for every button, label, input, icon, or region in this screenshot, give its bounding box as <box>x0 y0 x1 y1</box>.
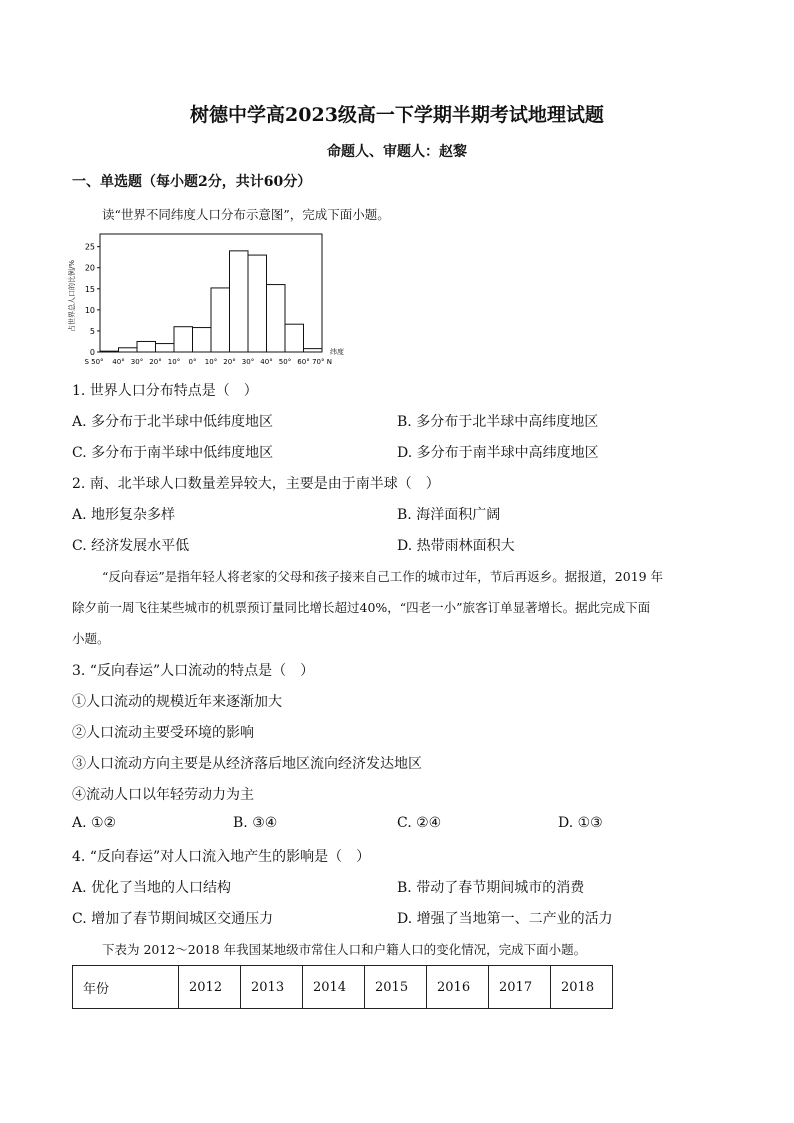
year-cell: 2012 <box>179 966 241 1009</box>
population-table <box>72 965 613 1009</box>
authors-line: 命题人、审题人：赵黎 <box>327 144 467 160</box>
question-4-option-a: A. 优化了当地的人口结构 <box>72 880 232 896</box>
question-3-statement-2: ②人口流动主要受环境的影响 <box>72 725 254 741</box>
chart-bar <box>119 348 138 352</box>
page-title: 树德中学高2023级高一下学期半期考试地理试题 <box>190 104 604 126</box>
chart-x-tick-label: 10° <box>204 358 218 366</box>
chart-x-tick-label: 40° <box>112 358 125 366</box>
chart-bar <box>230 251 249 352</box>
question-1-option-d: D. 多分布于南半球中高纬度地区 <box>397 445 599 461</box>
question-3-option-d: D. ①③ <box>558 815 603 831</box>
chart-bar <box>193 328 212 352</box>
question-2-option-a: A. 地形复杂多样 <box>72 507 176 523</box>
question-4-stem: 4. “反向春运”对人口流入地产生的影响是（ ） <box>72 849 371 865</box>
question-3-option-a: A. ①② <box>72 815 117 831</box>
chart-bar <box>211 288 230 352</box>
chart-y-tick-label: 25 <box>84 242 95 252</box>
table-header-cell: 年份 <box>73 966 179 1009</box>
chart-y-tick-label: 10 <box>84 305 95 315</box>
question-3-statement-4: ④流动人口以年轻劳动力为主 <box>72 787 254 803</box>
chart-y-tick-label: 20 <box>84 263 95 273</box>
year-cell: 2015 <box>365 966 427 1009</box>
table-intro-text: 下表为 2012～2018 年我国某地级市常住人口和户籍人口的变化情况，完成下面小题。 <box>102 942 587 957</box>
chart-bar <box>248 255 267 352</box>
chart-y-axis-label: 占世界总人口的比例/% <box>68 259 76 333</box>
chart-bar <box>285 324 304 352</box>
question-3-statement-1: ①人口流动的规模近年来逐渐加大 <box>72 694 282 710</box>
chart-x-tick-label: S 50° <box>84 358 104 366</box>
question-1-option-c: C. 多分布于南半球中低纬度地区 <box>72 445 274 461</box>
chart-x-tick-label: 20° <box>149 358 162 366</box>
chart-x-tick-label: 0° <box>188 358 197 366</box>
chart-x-tick-label: 20° <box>223 358 236 366</box>
section-heading: 一、单选题（每小题2分，共计60分） <box>72 174 312 190</box>
year-cell: 2016 <box>427 966 489 1009</box>
chart-x-tick-label: 60° <box>297 358 310 366</box>
question-4-option-c: C. 增加了春节期间城区交通压力 <box>72 911 274 927</box>
passage-line-2: 除夕前一周飞往某些城市的机票预订量同比增长超过40%，“四老一小”旅客订单显著增长。据此完成下面 <box>72 600 651 615</box>
year-cell: 2014 <box>303 966 365 1009</box>
year-cell: 2018 <box>551 966 613 1009</box>
question-2-stem: 2. 南、北半球人口数量差异较大，主要是由于南半球（ ） <box>72 476 440 492</box>
chart-y-tick-label: 5 <box>89 326 95 336</box>
chart-x-tick-label: 30° <box>241 358 255 366</box>
chart-y-tick-label: 0 <box>89 348 95 357</box>
chart-x-tick-label: 50° <box>278 358 292 366</box>
question-1-option-b: B. 多分布于北半球中高纬度地区 <box>397 414 599 430</box>
passage-line-3: 小题。 <box>72 631 110 646</box>
chart-bar <box>156 344 175 352</box>
question-4-option-b: B. 带动了春节期间城市的消费 <box>397 880 585 896</box>
chart-bar <box>304 349 323 352</box>
question-2-option-b: B. 海洋面积广阔 <box>397 507 501 523</box>
chart-bar <box>174 327 193 352</box>
question-3-option-b: B. ③④ <box>233 815 278 831</box>
question-3-statement-3: ③人口流动方向主要是从经济落后地区流向经济发达地区 <box>72 756 422 772</box>
question-2-option-d: D. 热带雨林面积大 <box>397 538 515 554</box>
chart-x-tick-label: 70° N <box>312 358 332 366</box>
question-2-option-c: C. 经济发展水平低 <box>72 538 190 554</box>
question-3-option-c: C. ②④ <box>397 815 442 831</box>
question-1-stem: 1. 世界人口分布特点是（ ） <box>72 383 258 399</box>
year-cell: 2017 <box>489 966 551 1009</box>
table-row <box>73 966 613 1009</box>
chart-x-tick-label: 30° <box>130 358 144 366</box>
year-cell: 2013 <box>241 966 303 1009</box>
question-4-option-d: D. 增强了当地第一、二产业的活力 <box>397 911 613 927</box>
population-latitude-chart <box>60 228 350 378</box>
chart-x-axis-label: 纬度 <box>330 348 344 356</box>
intro-text-1: 读“世界不同纬度人口分布示意图”，完成下面小题。 <box>102 207 390 222</box>
passage-line-1: “反向春运”是指年轻人将老家的父母和孩子接来自己工作的城市过年，节后再返乡。据报道，2019 年 <box>102 569 664 584</box>
question-1-option-a: A. 多分布于北半球中低纬度地区 <box>72 414 274 430</box>
chart-bar <box>267 285 286 352</box>
chart-bar <box>137 341 156 352</box>
chart-x-tick-label: 40° <box>260 358 273 366</box>
chart-x-tick-label: 10° <box>167 358 181 366</box>
chart-y-tick-label: 15 <box>84 284 95 294</box>
question-3-stem: 3. “反向春运”人口流动的特点是（ ） <box>72 663 315 679</box>
